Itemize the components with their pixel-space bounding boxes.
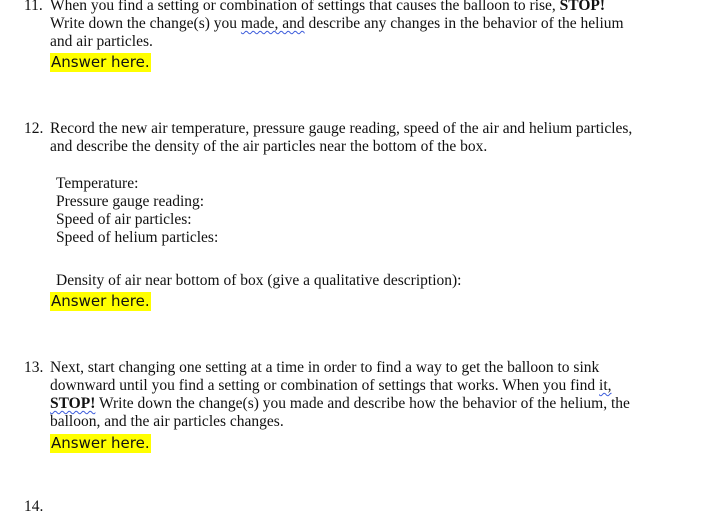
q12-density-prompt: Density of air near bottom of box (give a qualitative description): <box>56 272 462 289</box>
q11-line-3: and air particles. <box>50 33 153 50</box>
q11-line-1 <box>50 0 605 15</box>
q11-line-2-post: describe any changes in the behavior of the helium <box>308 15 624 32</box>
q11-grammar-squiggle: made, and <box>240 15 305 32</box>
q12-field-helium-speed: Speed of helium particles: <box>56 229 219 246</box>
q14-number-cut-off: 14. <box>24 498 44 515</box>
q11-line-2-pre: Write down the change(s) you <box>50 15 238 32</box>
q13-line-3 <box>50 395 630 413</box>
q11-answer-placeholder[interactable]: Answer here. <box>51 53 150 71</box>
q12-answer-placeholder[interactable]: Answer here. <box>51 292 150 310</box>
q13-line-3-post: Write down the change(s) you made and describe how the behavior of the helium, the <box>98 395 630 412</box>
q13-stop-bold: STOP! <box>50 395 96 412</box>
q12-number: 12. <box>24 120 44 137</box>
q11-stop-bold: STOP! <box>559 0 606 14</box>
q12-field-air-speed: Speed of air particles: <box>56 211 192 228</box>
q13-answer-placeholder[interactable]: Answer here. <box>51 434 150 452</box>
q12-line-2: and describe the density of the air particles near the bottom of the box. <box>50 138 488 155</box>
q13-number: 13. <box>24 359 44 376</box>
q12-line-1: Record the new air temperature, pressure gauge reading, speed of the air and helium particles, <box>50 120 633 137</box>
q11-number: 11. <box>24 0 43 14</box>
q13-line-4: balloon, and the air particles changes. <box>50 413 284 430</box>
q13-line-1: Next, start changing one setting at a time in order to find a way to get the balloon to sink <box>50 359 600 376</box>
q11-line-1-text: When you find a setting or combination of settings that causes the balloon to rise, <box>50 0 556 14</box>
q12-field-pressure: Pressure gauge reading: <box>56 193 205 210</box>
q13-grammar-squiggle: it, <box>599 377 612 394</box>
q12-field-temperature: Temperature: <box>56 175 139 192</box>
q13-line-2-pre: downward until you find a setting or combination of settings that works. When you find <box>50 377 596 394</box>
q11-line-2 <box>50 15 624 33</box>
q13-line-2 <box>50 377 612 395</box>
